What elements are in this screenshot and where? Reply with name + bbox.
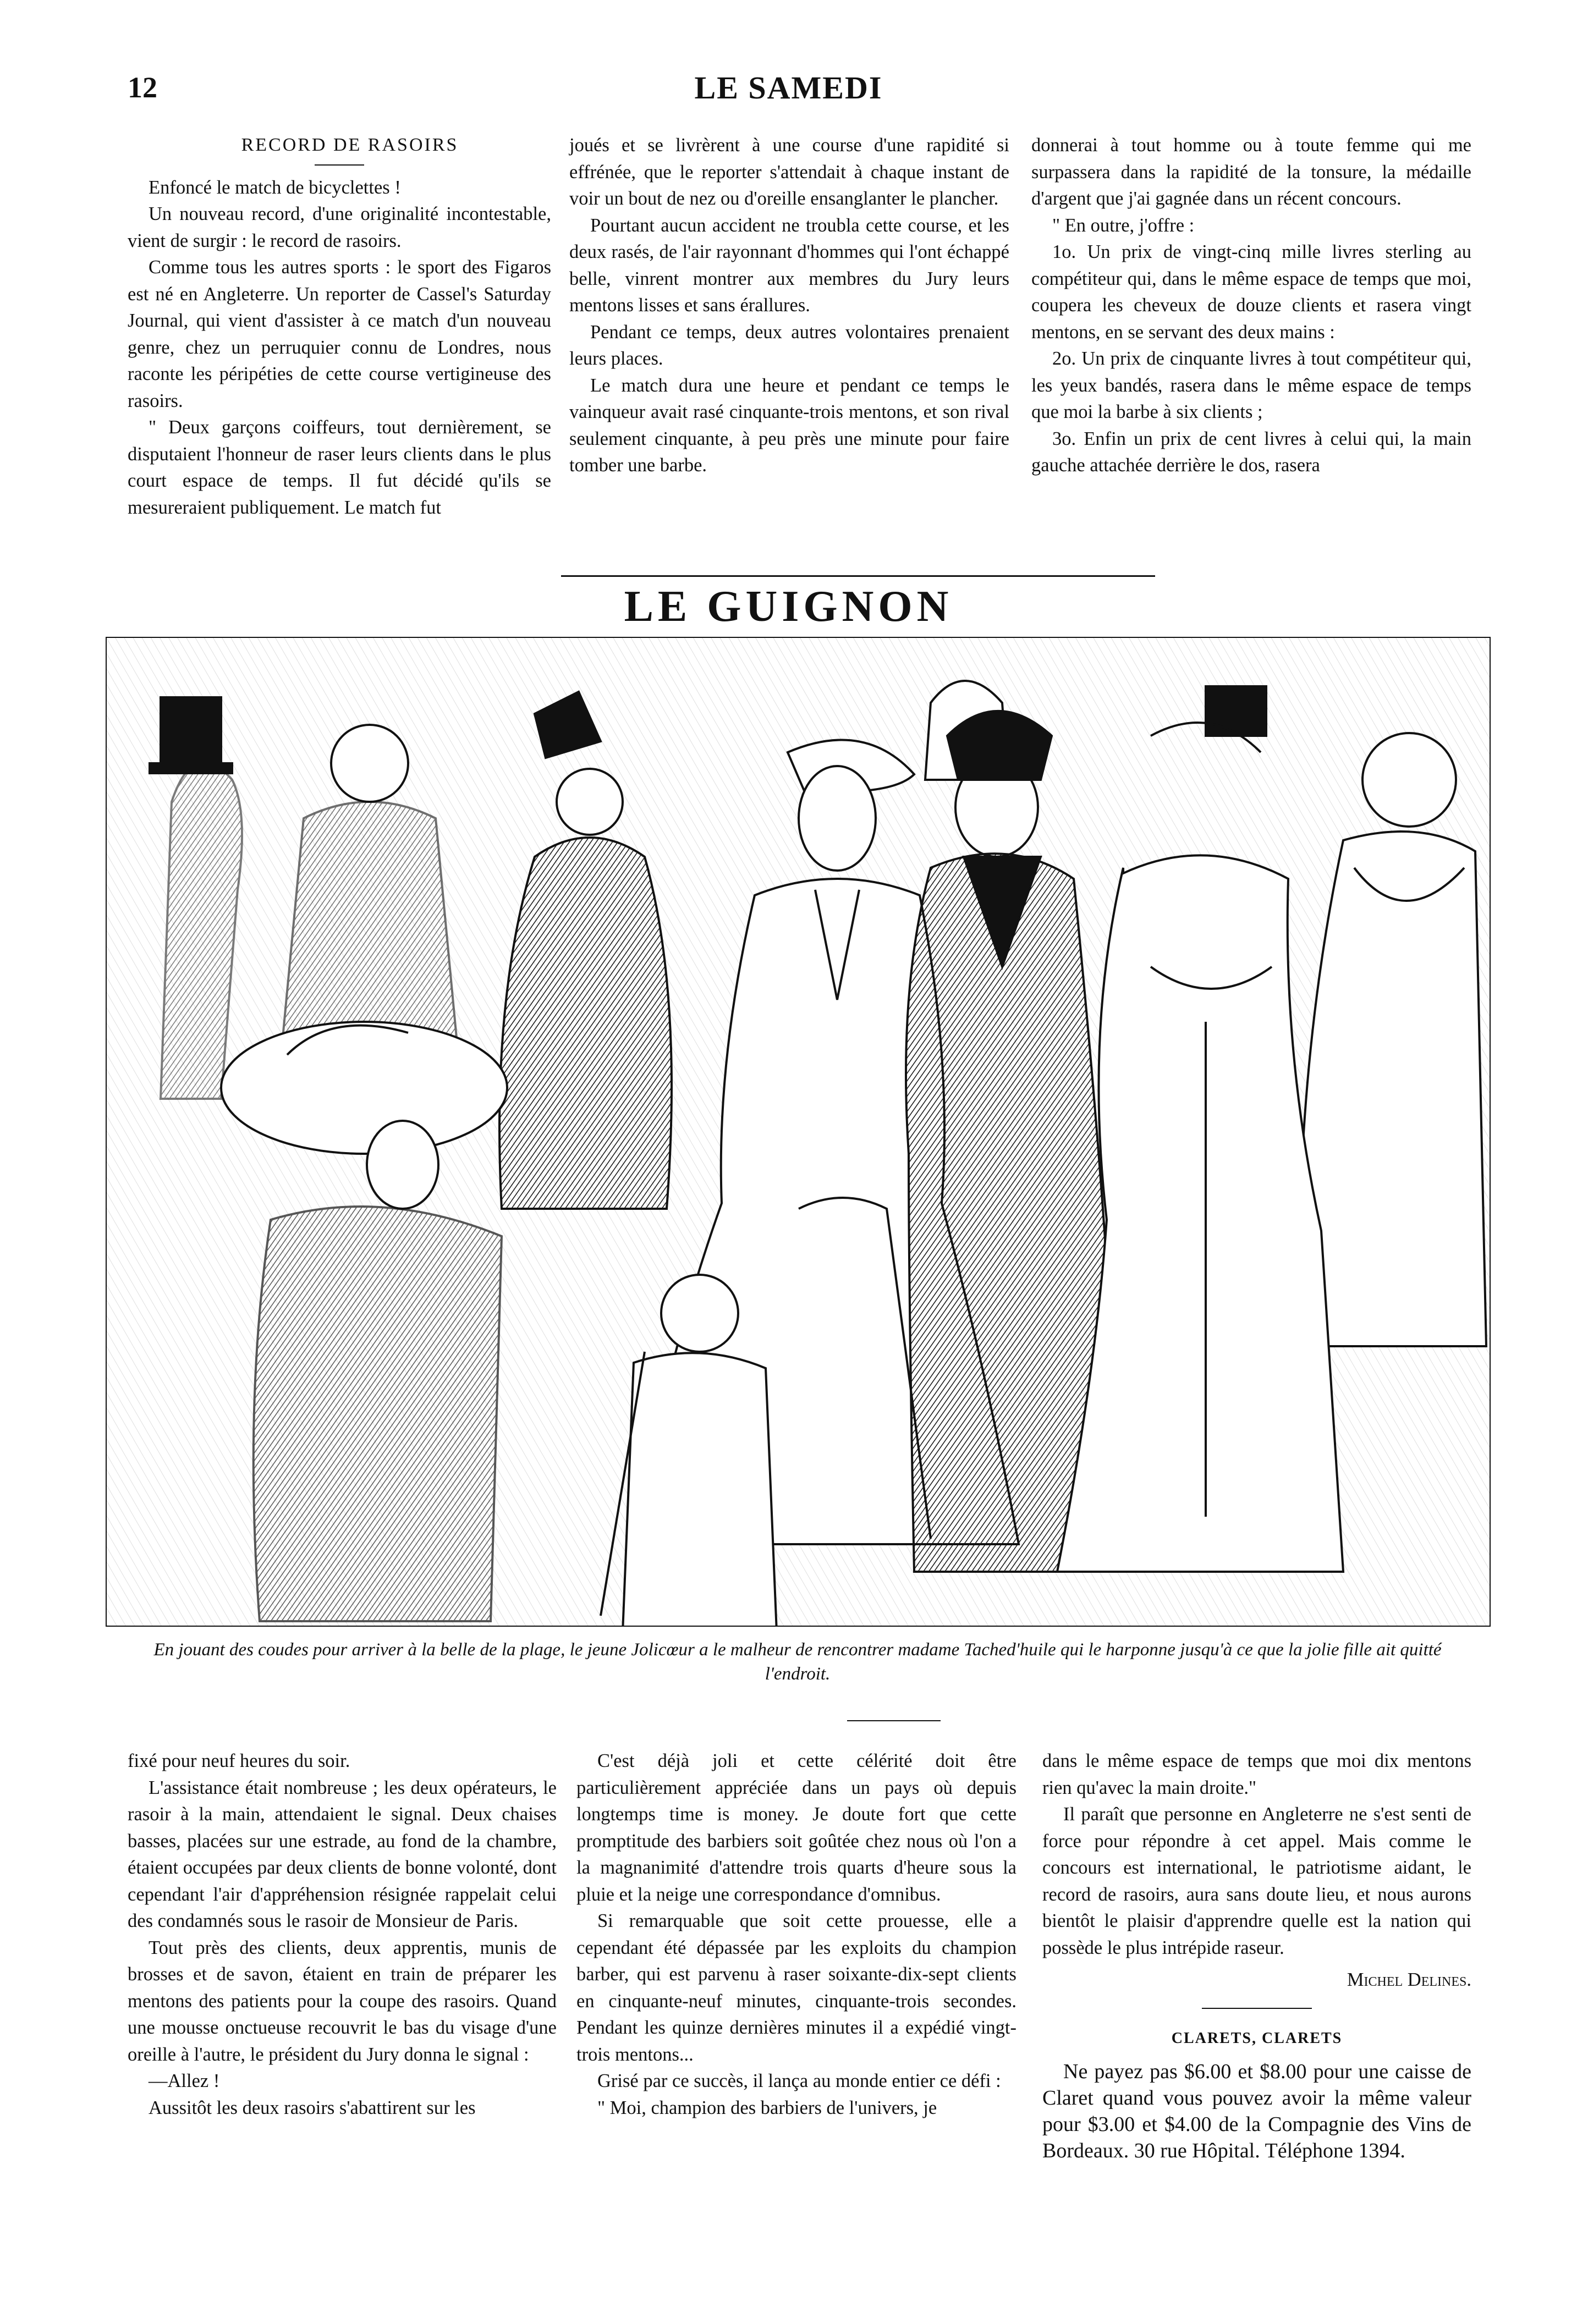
paragraph: Pourtant aucun accident ne troubla cette course, et les deux rasés, de l'air rayonnant d'hommes qui l'ont échappé belle, vinrent montrer aux membres du Jury leurs mentons lisses et sans érallures. (569, 214, 1009, 316)
paragraph: " En outre, j'offre : (1052, 214, 1195, 236)
article-column-3-bottom (1042, 1748, 1471, 2164)
illustration-caption: En jouant des coudes pour arriver à la belle de la plage, le jeune Jolicœur a le malheur de rencontrer madame Tached'huile qui le harponne jusqu'à ce que la jolie fille ait quitté l'endroit. (153, 1640, 1442, 1684)
paragraph: —Allez ! (149, 2070, 220, 2091)
paragraph: donnerai à tout homme ou à toute femme qui me surpassera dans la rapidité de la tonsure, la médaille d'argent que j'ai gagnée dans un récent concours. (1031, 135, 1471, 209)
paragraph: Grisé par ce succès, il lança au monde entier ce défi : (597, 2070, 1001, 2091)
paragraph: L'assistance était nombreuse ; les deux opérateurs, le rasoir à la main, attendaient le signal. Deux chaises basses, placées sur une estrade, au fond de la chambre, étaient occupées par deux clients de bonne volonté, dont cependant l'air d'appréhension résignée rappelait celui des condamnés sous le rasoir de Monsieur de Paris. (128, 1777, 557, 1931)
author-signature: Michel Delines. (1347, 1969, 1471, 1990)
paragraph: C'est déjà joli et cette célérité doit être particulièrement appréciée dans un pays où depuis longtemps time is money. Je doute fort que cette promptitude des barbiers soit goûtée chez nous où l'on a la magnanimité d'attendre trois quarts d'heure sous la pluie et la neige une correspondance d'omnibus. (576, 1750, 1016, 1905)
paragraph: dans le même espace de temps que moi dix mentons rien qu'avec la main droite." (1042, 1750, 1471, 1798)
paragraph: Aussitôt les deux rasoirs s'abattirent sur les (149, 2097, 476, 2118)
ad-body: Ne payez pas $6.00 et $8.00 pour une caisse de Claret quand vous pouvez avoir la même valeur pour $3.00 et $4.00 de la Compagnie des Vins de Bordeaux. 30 rue Hôpital. Téléphone 1394. (1042, 2060, 1471, 2162)
paragraph: joués et se livrèrent à une course d'une rapidité si effrénée, que le reporter s'attendait à chaque instant de voir un bout de nez ou d'oreille ensanglanter le plancher. (569, 135, 1009, 209)
paragraph: " Moi, champion des barbiers de l'univers, je (597, 2097, 937, 2118)
paragraph: Tout près des clients, deux apprentis, munis de brosses et de savon, étaient en train de préparer les mentons des patients pour la coupe des rasoirs. Quand une mousse onctueuse recouvrit le bas du visage d'une oreille à l'autre, le président du Jury donna le signal : (128, 1937, 557, 2065)
ad-title: CLARETS, CLARETS (1171, 2029, 1343, 2047)
paragraph: 3o. Enfin un prix de cent livres à celui qui, la main gauche attachée derrière le dos, rasera (1031, 428, 1471, 476)
paragraph: Enfoncé le match de bicyclettes ! (149, 177, 401, 198)
article-column-1-top (128, 132, 551, 521)
paragraph: " Deux garçons coiffeurs, tout dernièrement, se disputaient l'honneur de raser leurs clients dans le plus court espace de temps. Il fut décidé qu'ils se mesureraient publiquement. Le match fut (128, 417, 551, 518)
caption-rule (847, 1720, 941, 1721)
paragraph: Un nouveau record, d'une originalité incontestable, vient de surgir : le record de rasoirs. (128, 203, 551, 251)
article-title: RECORD DE RASOIRS (241, 135, 459, 155)
article-column-2-top (569, 132, 1009, 479)
paragraph: Il paraît que personne en Angleterre ne s'est senti de force pour répondre à cet appel. Mais comme le concours est international, le patriotisme aidant, le record de rasoirs, aura sans doute lieu, et nous aurons bientôt le plaisir d'apprendre quelle est la nation qui possède le plus intrépide raseur. (1042, 1804, 1471, 1958)
paragraph: 1o. Un prix de vingt-cinq mille livres sterling au compétiteur qui, dans le même espace de temps que moi, coupera les cheveux de douze clients et rasera vingt mentons, en se servant des deux mains : (1031, 241, 1471, 343)
article-column-2-bottom (576, 1748, 1016, 2121)
article-column-3-top (1031, 132, 1471, 479)
article-column-1-bottom (128, 1748, 557, 2121)
section-divider (561, 575, 1155, 577)
page-number: 12 (128, 71, 157, 104)
engraving-illustration (106, 637, 1491, 1627)
illustration-title: LE GUIGNON (624, 582, 953, 631)
paragraph: Le match dura une heure et pendant ce temps le vainqueur avait rasé cinquante-trois mentons, et son rival seulement cinquante, à peu près une minute pour faire tomber une barbe. (569, 375, 1009, 476)
journal-title: LE SAMEDI (694, 70, 883, 106)
paragraph: Si remarquable que soit cette prouesse, elle a cependant été dépassée par les exploits du champion barber, qui est parvenu à raser soixante-dix-sept clients en cinquante-neuf minutes, cinquante-trois secondes. Pendant les quinze dernières minutes il a expédié vingt-trois mentons... (576, 1910, 1016, 2065)
paragraph: 2o. Un prix de cinquante livres à tout compétiteur qui, les yeux bandés, rasera dans le même espace de temps que moi la barbe à six clients ; (1031, 348, 1471, 422)
paragraph: Pendant ce temps, deux autres volontaires prenaient leurs places. (569, 321, 1009, 369)
paragraph: fixé pour neuf heures du soir. (128, 1750, 350, 1771)
title-rule (315, 164, 364, 166)
paragraph: Comme tous les autres sports : le sport des Figaros est né en Angleterre. Un reporter de Cassel's Saturday Journal, qui vient d'assister à ce match d'un nouveau genre, chez un perruquier connu de Londres, nous raconte les péripéties de cette course vertigineuse des rasoirs. (128, 257, 551, 411)
ad-rule (1202, 2008, 1312, 2009)
